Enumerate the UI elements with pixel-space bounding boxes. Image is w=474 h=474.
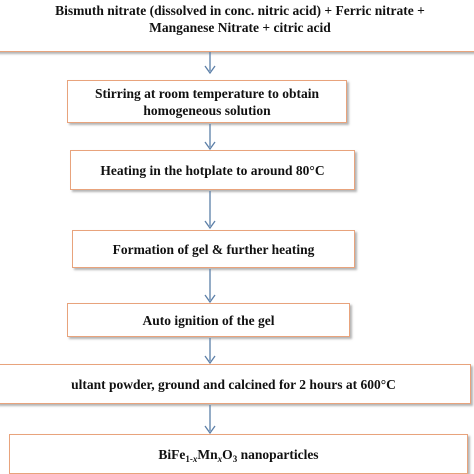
arrow-2-3 [205,124,215,149]
step-5-line-1: Auto ignition of the gel [142,312,275,328]
formula-bife: BiFe [158,446,186,462]
arrow-3-4 [205,191,215,228]
formula-o: O [222,446,233,462]
formula-mn: Mn [197,446,218,462]
arrow-4-5 [205,269,215,302]
step-1-line-2: Manganese Nitrate + citric acid [149,20,331,35]
formula-sub-1-prefix: 1- [185,453,193,464]
formula-sub-2-var: x [217,453,223,464]
arrow-1-2 [205,52,215,73]
arrow-5-6 [205,338,215,363]
step-2-line-1: Stirring at room temperature to obtain [94,85,320,101]
step-3-line-1: Heating in the hotplate to around 80°C [100,162,325,178]
arrow-6-7 [205,405,215,433]
step-7-suffix: nanoparticles [237,446,319,462]
step-1-line-1: Bismuth nitrate (dissolved in conc. nitric acid) + Ferric nitrate + [55,3,425,18]
formula-sub-1-var: x [192,453,198,464]
step-6-line-1: ultant powder, ground and calcined for 2 hours at 600°C [71,376,396,392]
formula-sub-3: 3 [232,453,238,464]
step-4-line-1: Formation of gel & further heating [112,241,315,257]
step-2-line-2: homogeneous solution [143,102,271,118]
